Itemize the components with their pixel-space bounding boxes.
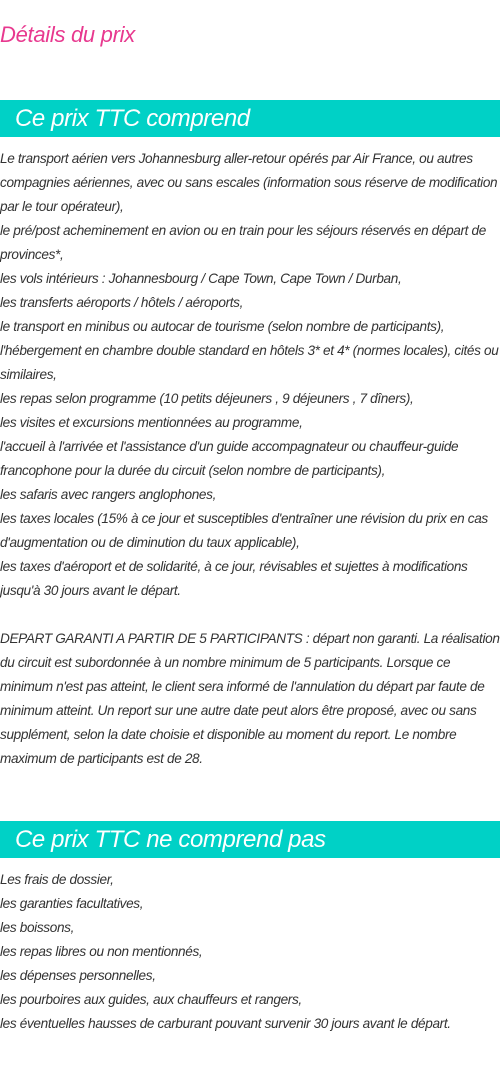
excluded-item: Les frais de dossier, bbox=[0, 872, 114, 887]
excluded-item: les repas libres ou non mentionnés, bbox=[0, 944, 203, 959]
guaranteed-departure-paragraph bbox=[0, 627, 500, 771]
included-item: les taxes d'aéroport et de solidarité, à ce jour, révisables et sujettes à modifications jusqu'à 30 jours avant le départ. bbox=[0, 559, 468, 598]
page-title: Détails du prix bbox=[0, 22, 135, 47]
included-section-header bbox=[0, 100, 500, 137]
excluded-item: les boissons, bbox=[0, 920, 75, 935]
included-item: le transport en minibus ou autocar de tourisme (selon nombre de participants), bbox=[0, 319, 445, 334]
included-item: les repas selon programme (10 petits déjeuners , 9 déjeuners , 7 dîners), bbox=[0, 391, 414, 406]
included-item: le pré/post acheminement en avion ou en train pour les séjours réservés en départ de provinces*, bbox=[0, 223, 486, 262]
included-item: l'accueil à l'arrivée et l'assistance d'un guide accompagnateur ou chauffeur-guide francophone pour la durée du circuit (selon nombre de participants), bbox=[0, 439, 459, 478]
included-item: les vols intérieurs : Johannesbourg / Cape Town, Cape Town / Durban, bbox=[0, 271, 402, 286]
included-item: les visites et excursions mentionnées au programme, bbox=[0, 415, 303, 430]
excluded-section-heading: Ce prix TTC ne comprend pas bbox=[15, 826, 326, 853]
excluded-item: les pourboires aux guides, aux chauffeurs et rangers, bbox=[0, 992, 302, 1007]
excluded-item: les éventuelles hausses de carburant pouvant survenir 30 jours avant le départ. bbox=[0, 1016, 451, 1031]
included-item: les safaris avec rangers anglophones, bbox=[0, 487, 217, 502]
guarantee-text: DEPART GARANTI A PARTIR DE 5 PARTICIPANTS : départ non garanti. La réalisation du circuit est subordonnée à un nombre minimum de 5 participants. Lorsque ce minimum n'est pas atteint, le client sera informé de l'annulation du départ par faute de minimum atteint. Un report sur une autre date peut alors être proposé, avec ou sans supplément, selon la date choisie et disponible au moment du report. Le nombre maximum de participants est de 28. bbox=[0, 631, 500, 766]
included-list bbox=[0, 147, 500, 603]
excluded-list bbox=[0, 868, 500, 1036]
included-section-heading: Ce prix TTC comprend bbox=[15, 105, 250, 132]
excluded-item: les dépenses personnelles, bbox=[0, 968, 156, 983]
included-item: l'hébergement en chambre double standard en hôtels 3* et 4* (normes locales), cités ou similaires, bbox=[0, 343, 499, 382]
excluded-section-header bbox=[0, 821, 500, 858]
included-item: les taxes locales (15% à ce jour et susceptibles d'entraîner une révision du prix en cas d'augmentation ou de diminution du taux applicable), bbox=[0, 511, 488, 550]
included-item: les transferts aéroports / hôtels / aéroports, bbox=[0, 295, 244, 310]
excluded-item: les garanties facultatives, bbox=[0, 896, 144, 911]
included-item: Le transport aérien vers Johannesburg aller-retour opérés par Air France, ou autres compagnies aériennes, avec ou sans escales (information sous réserve de modification par le tour opérateur), bbox=[0, 151, 498, 214]
